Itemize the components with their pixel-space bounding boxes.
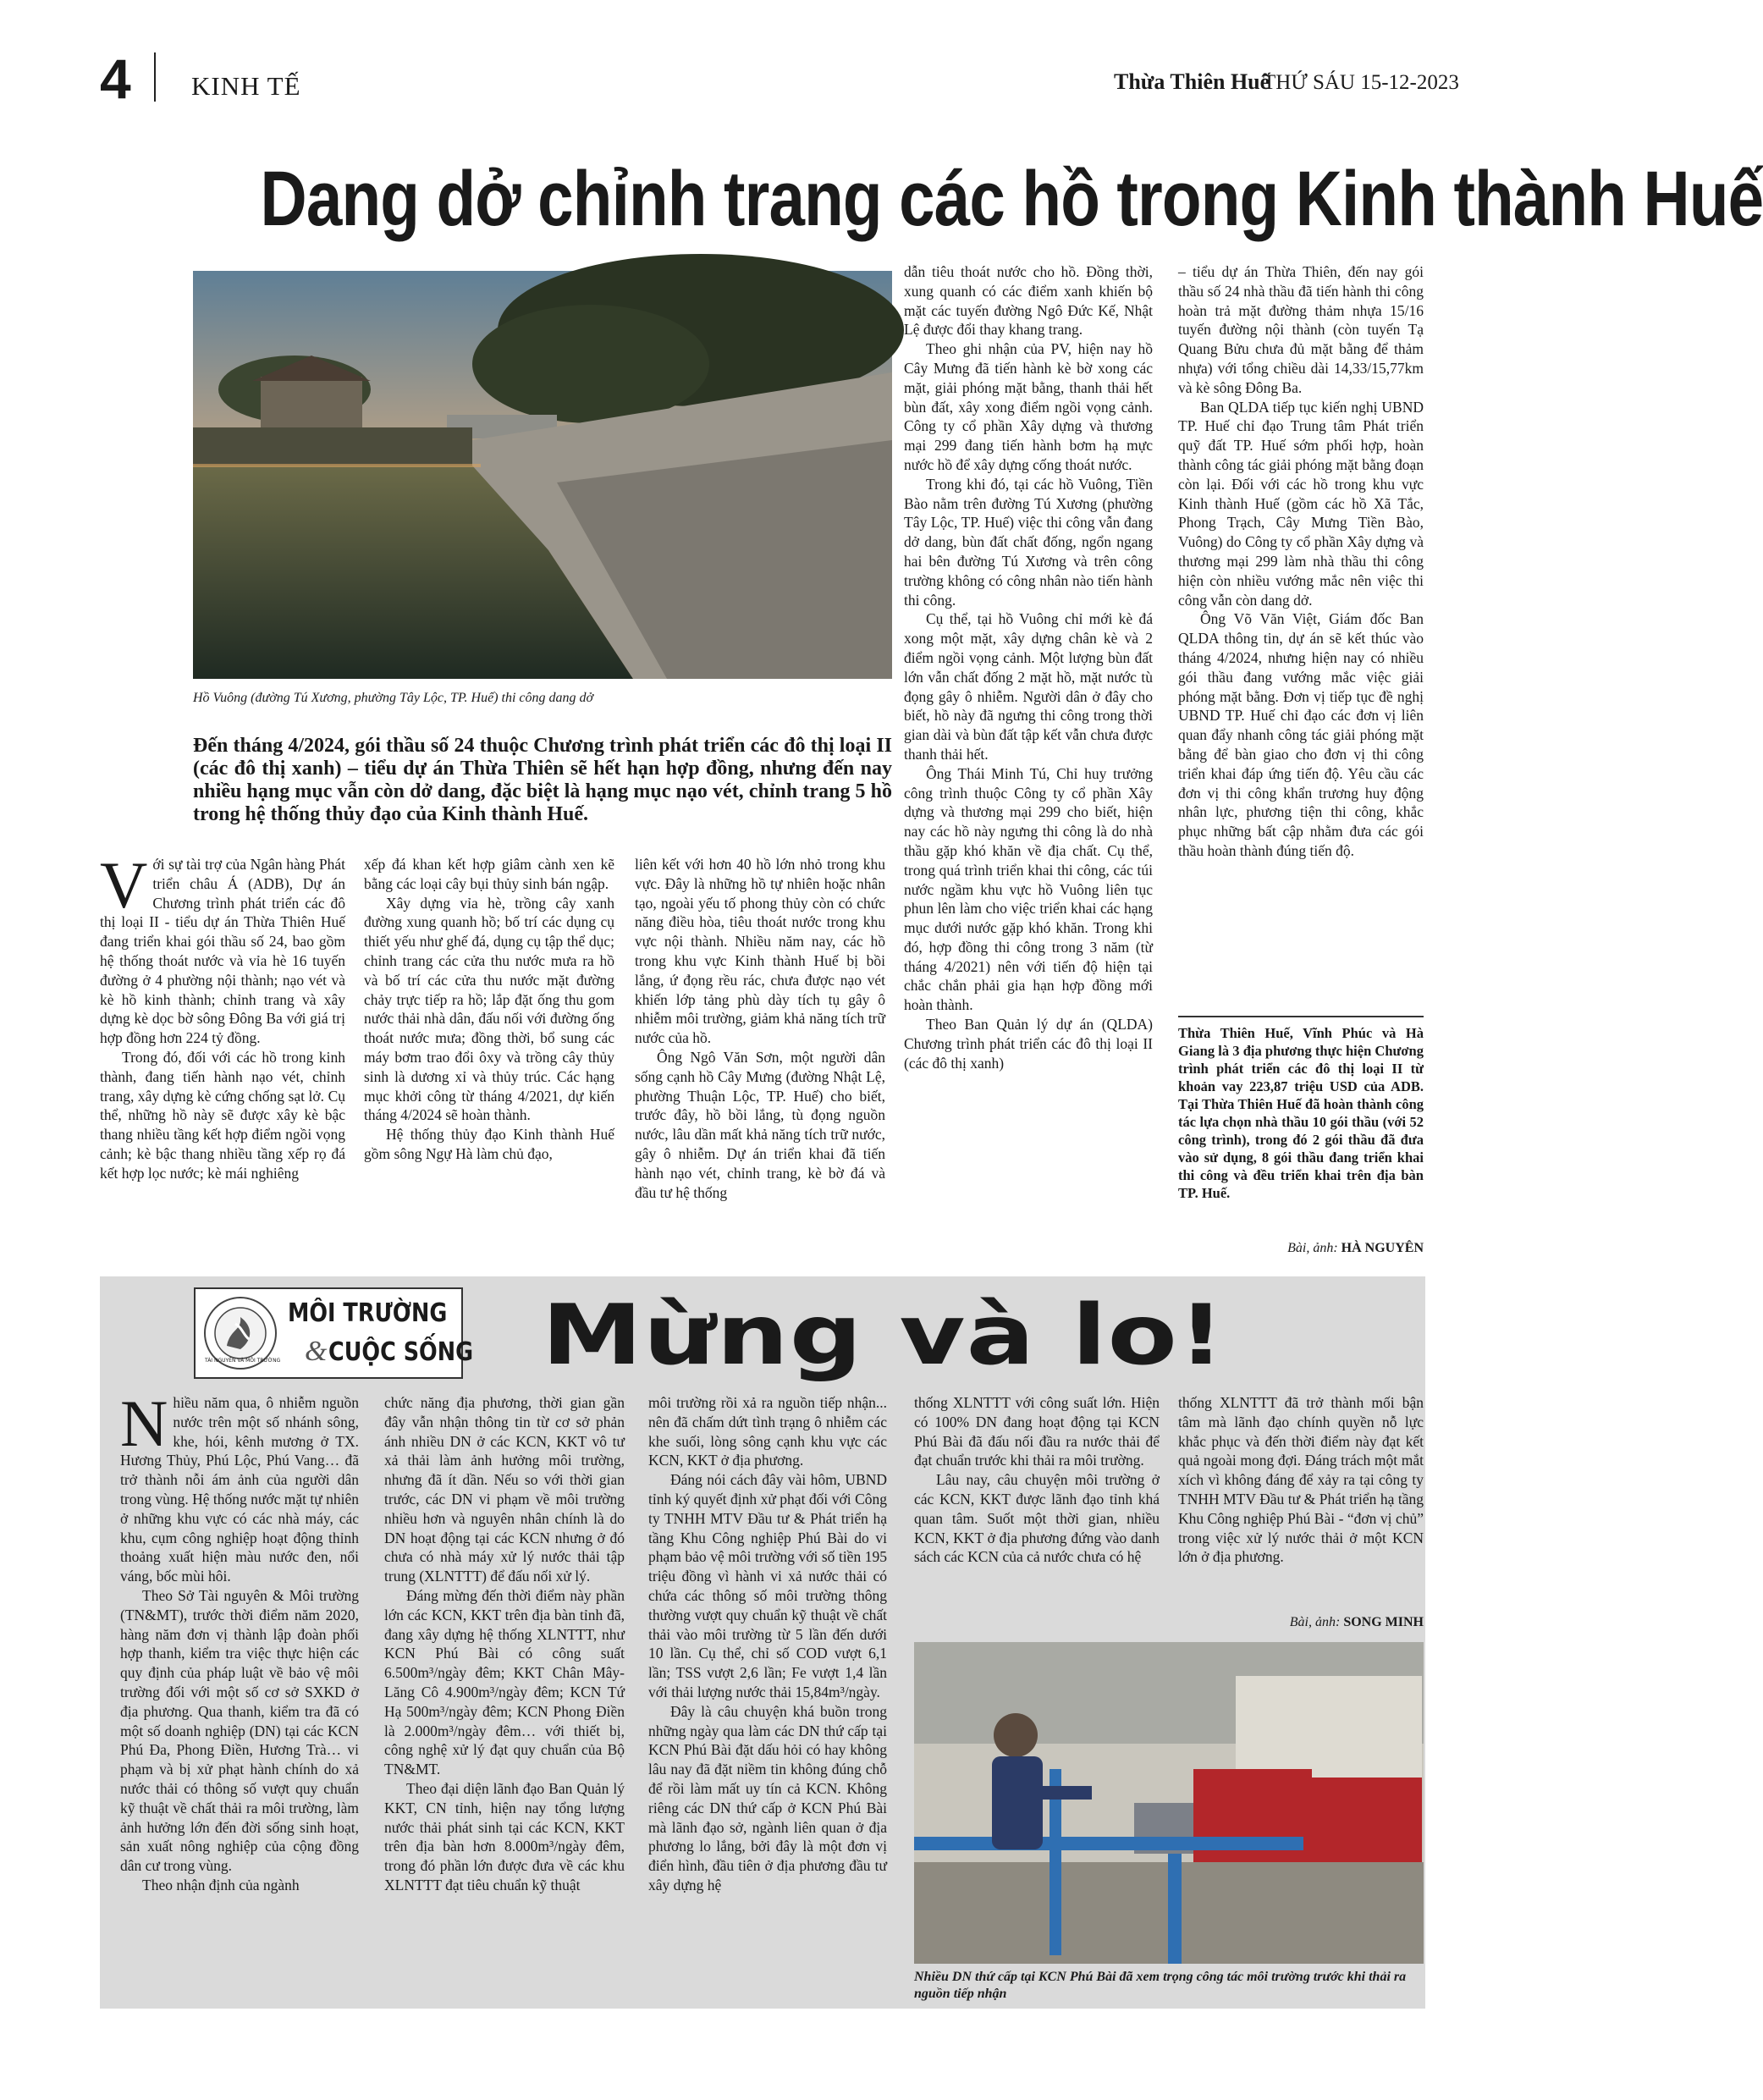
paragraph: Theo Ban Quản lý dự án (QLDA) Chương trình phát triển các đô thị loại II (các đô thị xanh) [904, 1016, 1153, 1072]
paragraph: Trong khi đó, tại các hồ Vuông, Tiền Bào nằm trên đường Tú Xương (phường Tây Lộc, TP. Huế) việc thi công vẫn đang dở dang, bùn đất chất đống, ngổn ngang hai bên đường Tú Xương và trên công trường không có công nhân nào tiến hành thi công. [904, 475, 1153, 609]
paragraph: Theo ghi nhận của PV, hiện nay hồ Cây Mưng đã tiến hành kè bờ xong các mặt, giải phóng mặt bằng, thanh thải hết bùn đất, xây xong điểm ngồi vọng cảnh. Công ty cổ phần Xây dựng và thương mại 299 đang tiến hành bơm hạ mực nước hồ để xây dựng cống thoát nước. [904, 340, 1153, 473]
article2-photo-caption: Nhiều DN thứ cấp tại KCN Phú Bài đã xem trọng công tác môi trường trước khi thải ra nguồn tiếp nhận [914, 1970, 1407, 2001]
paragraph: thống XLNTTT đã trở thành mối bận tâm mà lãnh đạo chính quyền nỗ lực khắc phục và đến thời điểm này đạt kết quả ngoài mong đợi. Đáng trách một mắt xích vì không đáng để xảy ra tại công ty TNHH MTV Đầu tư & Phát triển hạ tầng Khu Công nghiệp Phú Bài - “đơn vị chủ” trong việc xử lý nước thải ở một KCN lớn ở địa phương. [1178, 1394, 1424, 1566]
paragraph: môi trường rồi xả ra nguồn tiếp nhận... nên đã chấm dứt tình trạng ô nhiễm các khe suối, lòng sông cạnh khu vực các KCN, KKT ở địa phương. [648, 1394, 887, 1469]
paragraph: dẫn tiêu thoát nước cho hồ. Đồng thời, xung quanh có các điểm xanh khiến bộ mặt các tuyến đường Ngô Đức Kế, Nhật Lệ được đổi thay khang trang. [904, 263, 1153, 339]
article1-photo [193, 271, 892, 679]
article2-column-4 [914, 1393, 1160, 1567]
logo-line-2: CUỘC SỐNG [328, 1337, 474, 1367]
paragraph: Đây là câu chuyện khá buồn trong những ngày qua làm các DN thứ cấp tại KCN Phú Bài đặt dấu hỏi có hay không lâu nay đã đặt niềm tin không đúng chỗ để rồi làm mất uy tín cả KCN. Không riêng các DN thứ cấp ở KCN Phú Bài mà lãnh đạo sở, ngành liên quan ở địa phương lo lắng, bởi đây là một đơn vị điển hình, đầu tiên ở địa phương đầu tư xây dựng hệ [648, 1702, 887, 1893]
byline-prefix: Bài, ảnh: [1289, 1615, 1344, 1629]
paragraph: Ông Võ Văn Việt, Giám đốc Ban QLDA thông tin, dự án sẽ kết thúc vào tháng 4/2024, nhưng hiện nay có nhiều gói thầu đang vướng mắc việc giải phóng mặt bằng. Đơn vị tiếp tục đề nghị UBND TP. Huế chỉ đạo các đơn vị liên quan đẩy nhanh công tác giải phóng mặt bằng để bàn giao cho đơn vị thi công triển khai đáp ứng tiến độ. Yêu cầu các đơn vị thi công khẩn trương huy động nhân lực, phương tiện thi công, khắc phục những bất cập nhằm đưa các gói thầu hoàn thành đúng tiến độ. [1178, 610, 1424, 859]
paragraph: – tiểu dự án Thừa Thiên, đến nay gói thầu số 24 nhà thầu đã tiến hành thi công hoàn trả mặt đường thảm nhựa 15/16 tuyến đường nội thành (còn tuyến Tạ Quang Bửu chưa đủ mặt bằng để thảm nhựa) với tổng chiều dài 14,33/15,77km và kè sông Đông Ba. [1178, 263, 1424, 396]
article2-column-1 [120, 1386, 359, 1895]
article1-column-2 [364, 855, 614, 1164]
paragraph: Lâu nay, câu chuyện môi trường ở các KCN, KKT được lãnh đạo tỉnh khá quan tâm. Suốt một thời gian, nhiều KCN, KKT ở địa phương đứng vào danh sách các KCN của cả nước chưa có hệ [914, 1471, 1160, 1566]
paragraph: liên kết với hơn 40 hồ lớn nhỏ trong khu vực. Đây là những hồ tự nhiên hoặc nhân tạo, ngoài yếu tố phong thủy còn có chức năng điều hòa, tiêu thoát nước trong khu vực nội thành. Nhiều năm nay, các hồ trong khu vực Kinh thành Huế bị bồi lắng, ứ đọng rều rác, chưa được nạo vét khiến lớp tảng phù dày tích tụ gây ô nhiễm môi trường, giảm khả năng tích trữ nước của hồ. [635, 856, 885, 1047]
article1-byline [1178, 1241, 1424, 1256]
article1-column-1 [100, 848, 345, 1183]
paragraph: Ban QLDA tiếp tục kiến nghị UBND TP. Huế chỉ đạo Trung tâm Phát triển quỹ đất TP. Huế sớm phối hợp, hoàn thành công tác giải phóng mặt bằng đoạn còn lại. Đối với các hồ trong khu vực Kinh thành Huế (gồm các hồ Xã Tắc, Phong Trạch, Cây Mưng Tiền Bào, Vuông) do Công ty cổ phần Xây dựng và thương mại 299 làm nhà thầu thi công hiện còn nhiều vướng mắc nên việc thi công vẫn còn dang dở. [1178, 398, 1424, 609]
paragraph: hiều năm qua, ô nhiễm nguồn nước trên một số nhánh sông, khe, hói, kênh mương ở TX. Hương Thủy, Phú Lộc, Phú Vang… đã trở thành nỗi ám ảnh của người dân trong vùng. Hệ thống nước mặt tự nhiên ở những khu vực có các nhà máy, các khu, cụm công nghiệp hoạt động thỉnh thoảng xuất hiện màu nước đen, nổi váng, bốc mùi hôi. [120, 1394, 359, 1585]
paragraph: Cụ thể, tại hồ Vuông chỉ mới kè đá xong một mặt, xây dựng chân kè và 2 điểm ngồi vọng cảnh. Một lượng bùn đất lớn vẫn chất đống 2 mặt hồ, mặt nước tù đọng gây ô nhiễm. Người dân ở đây cho biết, hồ này đã ngưng thi công trong thời gian dài và bùn đất tập kết vẫn chưa được thanh thải hết. [904, 610, 1153, 763]
article2-column-2 [384, 1393, 625, 1895]
paragraph: Đáng nói cách đây vài hôm, UBND tỉnh ký quyết định xử phạt đối với Công ty TNHH MTV Đầu tư & Phát triển hạ tầng Khu Công nghiệp Phú Bài do vi phạm bảo vệ môi trường với số tiền 195 triệu đồng vì hành vi xả nước thải có chứa các thông số môi trường thông thường vượt quy chuẩn kỹ thuật về chất thải vào môi trường từ 5 lần đến dưới 10 lần. Cụ thể, chỉ số COD vượt 6,1 lần; TSS vượt 2,6 lần; Fe vượt 1,4 lần với thải lượng nước thải 15,84m³/ngày. [648, 1471, 887, 1700]
page-number: 4 [100, 47, 131, 110]
article1-column-5 [1178, 262, 1424, 861]
paragraph: Theo Sở Tài nguyên & Môi trường (TN&MT), trước thời điểm năm 2020, hàng năm đơn vị thành lập đoàn phối hợp thanh, kiểm tra việc thực hiện các quy định của pháp luật về bảo vệ môi trường đối với một số cơ sở SXKD ở địa phương. Qua thanh, kiểm tra đã có một số doanh nghiệp (DN) tại các KCN Phú Đa, Phong Điền, Hương Trà… vi phạm và bị xử phạt hành chính do xả nước thải có thông số vượt quy chuẩn kỹ thuật về chất thải ra môi trường, làm ảnh hưởng lớn đến đời sống sinh hoạt, sản xuất nông nghiệp của cộng đồng dân cư trong vùng. [120, 1586, 359, 1875]
article1-infobox: Thừa Thiên Huế, Vĩnh Phúc và Hà Giang là 3 địa phương thực hiện Chương trình phát triển các đô thị loại II từ khoản vay 223,87 triệu USD của ADB. Tại Thừa Thiên Huế đã hoàn thành công tác lựa chọn nhà thầu 10 gói thầu (với 52 công trình), trong đó 2 gói thầu đã đưa vào sử dụng, 8 gói thầu đang triển khai thi công và đều triển khai trên địa bàn TP. Huế. [1178, 1016, 1424, 1202]
paragraph: Ông Ngô Văn Sơn, một người dân sống cạnh hồ Cây Mưng (đường Nhật Lệ, phường Thuận Lộc, TP. Huế) cho biết, trước đây, hồ bồi lắng, tù đọng nguồn nước, lâu dần mất khả năng tích trữ nước, gây ô nhiễm. Dự án triển khai đã tiến hành nạo vét, chỉnh trang, kè bờ đá và đầu tư hệ thống [635, 1048, 885, 1201]
logo-line-1: MÔI TRƯỜNG [288, 1298, 448, 1328]
logo-ampersand: & [305, 1336, 328, 1367]
paragraph: Trong đó, đối với các hồ trong kinh thành, đang tiến hành nạo vét, chỉnh trang, xây dựng kè cứng chống sạt lở. Cụ thể, những hồ này sẽ được xây kè bậc thang nhiều tầng kết hợp điểm ngồi vọng cảnh; kè bậc thang nhiều tầng xếp rọ đá kết hợp lọc nước; kè mái nghiêng [100, 1048, 345, 1182]
paragraph: ới sự tài trợ của Ngân hàng Phát triển châu Á (ADB), Dự án Chương trình phát triển các đô thị loại II - tiểu dự án Thừa Thiên Huế đang triển khai gói thầu số 24, bao gồm hệ thống thoát nước và vỉa hè 16 tuyến đường ở 4 phường nội thành; nạo vét và kè hồ kinh thành; chỉnh trang và xây dựng kè dọc bờ sông Đông Ba với giá trị hợp đồng hơn 224 tỷ đồng. [100, 856, 345, 1047]
header-divider [154, 52, 156, 102]
byline-author: SONG MINH [1343, 1615, 1424, 1629]
byline-author: HÀ NGUYÊN [1341, 1241, 1424, 1255]
factory-photo-illustration [914, 1642, 1424, 1964]
article2-column-5 [1178, 1393, 1424, 1567]
paragraph: Hệ thống thủy đạo Kinh thành Huế gồm sông Ngự Hà làm chủ đạo, [364, 1126, 614, 1162]
article2-photo [914, 1642, 1424, 1964]
drop-cap: N [120, 1386, 168, 1460]
paragraph: Đáng mừng đến thời điểm này phần lớn các KCN, KKT trên địa bàn tỉnh đã, đang xây dựng hệ thống XLNTTT, như KCN Phú Bài có công suất 6.500m³/ngày đêm; KKT Chân Mây-Lăng Cô 4.900m³/ngày đêm; KCN Tứ Hạ 500m³/ngày đêm; KCN Phong Điền là 2.000m³/ngày đêm… với thiết bị, công nghệ xử lý đạt quy chuẩn của Bộ TN&MT. [384, 1586, 625, 1778]
byline-prefix: Bài, ảnh: [1287, 1241, 1342, 1255]
article2-column-3 [648, 1393, 887, 1895]
newspaper-name: Thừa Thiên Huế [1114, 69, 1270, 94]
article2-byline [1178, 1615, 1424, 1630]
article1-headline: Dang dở chỉnh trang các hồ trong Kinh thành Huế [260, 156, 1763, 242]
lake-photo-illustration [193, 271, 892, 679]
paragraph: thống XLNTTT với công suất lớn. Hiện có 100% DN đang hoạt động tại KCN Phú Bài đã đấu nối đầu ra nước thải để đạt chuẩn trước khi thải ra môi trường. [914, 1394, 1160, 1469]
article2-title: Mừng và lo! [542, 1287, 1226, 1384]
issue-date: THỨ SÁU 15-12-2023 [1263, 71, 1459, 94]
article1-lead: Đến tháng 4/2024, gói thầu số 24 thuộc Chương trình phát triển các đô thị loại II (các đô thị xanh) – tiểu dự án Thừa Thiên sẽ hết hạn hợp đồng, nhưng đến nay nhiều hạng mục vẫn còn dở dang, đặc biệt là hạng mục nạo vét, chỉnh trang 5 hồ trong hệ thống thủy đạo của Kinh thành Huế. [193, 735, 892, 825]
paragraph: Xây dựng vỉa hè, trồng cây xanh đường xung quanh hồ; bố trí các dụng cụ thiết yếu như ghế đá, dụng cụ tập thể dục; chỉnh trang các cửa thu nước mưa ra hồ và bố trí các cửa thu nước mặt đường chảy trực tiếp ra hồ; lắp đặt ống thu gom nước thải nhà dân, đấu nối với đường ống thoát nước mưa; đồng thời, bổ sung các máy bơm trao đổi ôxy và trồng cây thủy sinh là dương xỉ và thủy trúc. Các hạng mục khởi công từ tháng 4/2021, dự kiến tháng 4/2024 sẽ hoàn thành. [364, 894, 614, 1124]
article1-column-4 [904, 262, 1153, 1072]
paragraph: Theo đại diện lãnh đạo Ban Quản lý KKT, CN tỉnh, hiện nay tổng lượng nước thải phát sinh tại các KCN, KKT trên địa bàn hơn 8.000m³/ngày đêm, trong đó phần lớn được đưa về các khu XLNTTT đạt tiêu chuẩn kỹ thuật [384, 1779, 625, 1893]
paragraph: Theo nhận định của ngành [142, 1876, 300, 1893]
drop-cap: V [100, 848, 148, 922]
article1-photo-caption: Hồ Vuông (đường Tú Xương, phường Tây Lộc, TP. Huế) thi công dang dở [193, 691, 594, 705]
paragraph: xếp đá khan kết hợp giâm cành xen kẽ bằng các loại cây bụi thủy sinh bán ngập. [364, 856, 614, 892]
section-logo [193, 1287, 474, 1380]
logo-ring-text: TÀI NGUYÊN VÀ MÔI TRƯỜNG [205, 1358, 281, 1364]
section-name: KINH TẾ [191, 71, 301, 101]
paragraph: chức năng địa phương, thời gian gần đây vẫn nhận thông tin từ cơ sở phản ánh nhiều DN ở các KCN, KKT vô tư xả thải làm ảnh hưởng môi trường, nhưng đã ít dần. Nếu so với thời gian trước, các DN vi phạm về môi trường nhiều hơn và nguyên nhân chính là do DN hoạt động tại các KCN nhưng ở đó chưa có nhà máy xử lý nước thải tập trung (XLNTTT) để đấu nối xử lý. [384, 1394, 625, 1585]
paragraph: Ông Thái Minh Tú, Chỉ huy trưởng công trình thuộc Công ty cổ phần Xây dựng và thương mại 299 cho biết, hiện nay các hồ này ngưng thi công là do nhà thầu gặp khó khăn về địa chất. Cụ thể, trong quá trình triển khai thi công, các túi nước ngầm khu vực hồ Vuông liên tục phun lên làm cho việc triển khai các hạng mục dưới nước gặp khó khăn. Trong khi đó, hợp đồng thi công trong 3 năm (từ tháng 4/2021) nên với tiến độ hiện tại chắc chắn phải gia hạn hợp đồng mới hoàn thành. [904, 764, 1153, 1014]
article1-column-3 [635, 855, 885, 1202]
